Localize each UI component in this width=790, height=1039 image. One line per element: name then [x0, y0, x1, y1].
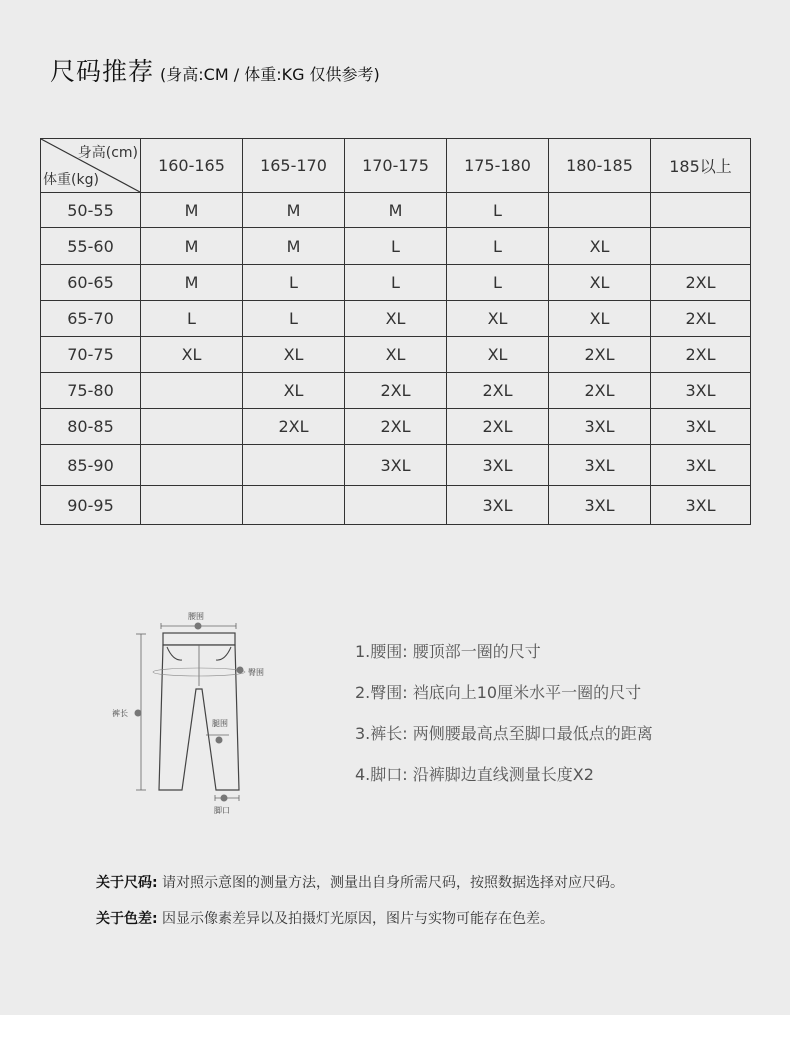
- size-cell: XL: [345, 301, 447, 337]
- note-size: [96, 872, 624, 908]
- weight-label-cell: 60-65: [41, 265, 141, 301]
- thigh-label: 腿围: [212, 719, 228, 728]
- size-cell: XL: [549, 228, 651, 265]
- size-cell: M: [141, 265, 243, 301]
- size-cell: XL: [549, 265, 651, 301]
- table-row: [41, 301, 751, 337]
- size-cell: 3XL: [651, 445, 751, 486]
- size-cell: L: [243, 301, 345, 337]
- size-cell: [243, 445, 345, 486]
- waist-label: 腰围: [188, 612, 204, 621]
- measure-waist: 1.腰围: 腰顶部一圈的尺寸: [355, 642, 541, 661]
- size-cell: 2XL: [651, 337, 751, 373]
- size-cell: XL: [447, 337, 549, 373]
- note-size-text: 请对照示意图的测量方法，测量出自身所需尺码，按照数据选择对应尺码。: [157, 875, 625, 891]
- weight-label-cell: 65-70: [41, 301, 141, 337]
- weight-label-cell: 80-85: [41, 409, 141, 445]
- note-size-label: 关于尺码:: [96, 875, 158, 891]
- height-header-cell: 180-185: [549, 139, 651, 193]
- size-cell: [243, 486, 345, 525]
- corner-height-label: 身高(cm): [77, 145, 138, 161]
- size-cell: [651, 228, 751, 265]
- size-cell: 2XL: [345, 409, 447, 445]
- size-cell: M: [141, 228, 243, 265]
- pants-diagram: [110, 606, 280, 820]
- size-cell: [345, 486, 447, 525]
- hem-label: 脚口: [214, 806, 230, 815]
- weight-label-cell: 55-60: [41, 228, 141, 265]
- size-cell: 3XL: [549, 486, 651, 525]
- size-cell: L: [345, 228, 447, 265]
- size-cell: [549, 193, 651, 228]
- size-cell: 3XL: [651, 373, 751, 409]
- page-title: [50, 52, 380, 88]
- size-cell: L: [447, 193, 549, 228]
- measure-hip: 2.臀围: 裆底向上10厘米水平一圈的尺寸: [355, 683, 642, 702]
- size-cell: XL: [549, 301, 651, 337]
- table-corner-cell: [41, 139, 141, 193]
- size-cell: L: [447, 265, 549, 301]
- measure-hem: 4.脚口: 沿裤脚边直线测量长度X2: [355, 765, 594, 784]
- weight-label-cell: 85-90: [41, 445, 141, 486]
- size-cell: [141, 373, 243, 409]
- note-color-label: 关于色差:: [96, 911, 158, 927]
- measure-length: 3.裤长: 两侧腰最高点至脚口最低点的距离: [355, 724, 653, 743]
- pants-illustration: [110, 606, 280, 820]
- weight-label-cell: 75-80: [41, 373, 141, 409]
- size-cell: XL: [243, 337, 345, 373]
- height-header-cell: 165-170: [243, 139, 345, 193]
- weight-label-cell: 90-95: [41, 486, 141, 525]
- note-color: [96, 908, 624, 944]
- hip-label: 臀围: [248, 668, 264, 677]
- table-row: [41, 337, 751, 373]
- size-cell: 3XL: [447, 445, 549, 486]
- size-cell: L: [243, 265, 345, 301]
- size-cell: XL: [345, 337, 447, 373]
- size-cell: XL: [447, 301, 549, 337]
- size-cell: L: [141, 301, 243, 337]
- table-header-row: [41, 139, 751, 193]
- length-label: 裤长: [112, 709, 128, 718]
- bottom-strip: [0, 1015, 790, 1039]
- table-row: [41, 409, 751, 445]
- title-main: 尺码推荐: [50, 57, 155, 86]
- size-cell: 2XL: [447, 373, 549, 409]
- size-cell: 2XL: [345, 373, 447, 409]
- corner-weight-label: 体重(kg): [43, 172, 99, 188]
- table-row: [41, 265, 751, 301]
- size-cell: XL: [141, 337, 243, 373]
- size-cell: 3XL: [447, 486, 549, 525]
- size-cell: XL: [243, 373, 345, 409]
- weight-label-cell: 70-75: [41, 337, 141, 373]
- size-cell: [651, 193, 751, 228]
- note-color-text: 因显示像素差异以及拍摄灯光原因，图片与实物可能存在色差。: [157, 911, 555, 927]
- size-cell: M: [243, 228, 345, 265]
- size-cell: L: [345, 265, 447, 301]
- size-cell: 3XL: [549, 409, 651, 445]
- size-cell: [141, 486, 243, 525]
- size-cell: 3XL: [651, 409, 751, 445]
- size-cell: 2XL: [651, 301, 751, 337]
- size-cell: 2XL: [651, 265, 751, 301]
- size-chart-table: [40, 138, 751, 525]
- height-header-cell: 160-165: [141, 139, 243, 193]
- measurement-list: [355, 640, 653, 804]
- table-row: [41, 486, 751, 525]
- height-header-cell: 185以上: [651, 139, 751, 193]
- height-header-cell: 175-180: [447, 139, 549, 193]
- table-row: [41, 228, 751, 265]
- size-cell: 3XL: [651, 486, 751, 525]
- table-row: [41, 373, 751, 409]
- size-cell: M: [243, 193, 345, 228]
- size-cell: 2XL: [447, 409, 549, 445]
- notes: [96, 872, 624, 944]
- size-cell: 3XL: [549, 445, 651, 486]
- size-cell: [141, 445, 243, 486]
- height-header-cell: 170-175: [345, 139, 447, 193]
- size-cell: 3XL: [345, 445, 447, 486]
- size-cell: 2XL: [549, 373, 651, 409]
- table-row: [41, 193, 751, 228]
- size-cell: [141, 409, 243, 445]
- size-cell: 2XL: [549, 337, 651, 373]
- table-row: [41, 445, 751, 486]
- weight-label-cell: 50-55: [41, 193, 141, 228]
- size-cell: M: [141, 193, 243, 228]
- size-cell: 2XL: [243, 409, 345, 445]
- size-cell: M: [345, 193, 447, 228]
- size-cell: L: [447, 228, 549, 265]
- title-subtitle: (身高:CM / 体重:KG 仅供参考): [160, 65, 380, 84]
